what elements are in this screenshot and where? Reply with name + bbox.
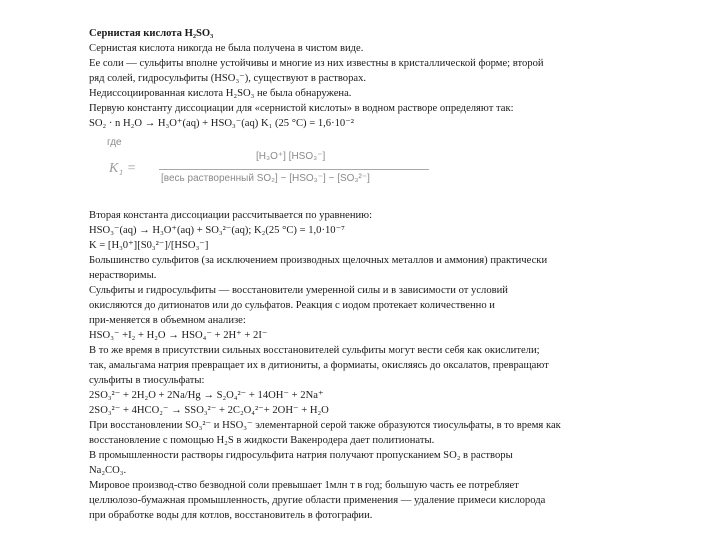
equation-line: K = [H₃0⁺][S0₃²⁻]/[HSO₃⁻]	[89, 240, 209, 251]
formula-lhs: K₁ =	[109, 161, 137, 176]
equation-line: 2SO₃²⁻ + 4HCO₂⁻ → SSO₃²⁻ + 2C₂O₄²⁻+ 2OH⁻ + H₂O	[89, 405, 329, 416]
text-line: при обработке воды для котлов, восстановитель в фотографии.	[89, 510, 373, 521]
formula-where-label: где	[107, 137, 122, 148]
text-line: при-меняется в объемном анализе:	[89, 315, 246, 326]
text-line: окисляются до дитионатов или до сульфатов. Реакция с иодом протекает количественно и	[89, 300, 495, 311]
equation-line: SO₂ · n H₂O → H₃O⁺(aq) + HSO₃⁻(aq) K₁ (25 °C) = 1,6·10⁻²	[89, 118, 354, 129]
text-line: В то же время в присутствии сильных восстановителей сульфиты могут вести себя как окислители;	[89, 345, 540, 356]
text-line: восстановление с помощью H₂S в жидкости Вакенродера дает политионаты.	[89, 435, 435, 446]
equation-line: HSO₃⁻ +I₂ + H₂O → HSO₄⁻ + 2H⁺ + 2I⁻	[89, 330, 268, 341]
text-line: сульфиты в тиосульфаты:	[89, 375, 205, 386]
text-line: Сернистая кислота никогда не была получена в чистом виде.	[89, 43, 364, 54]
text-line: так, амальгама натрия превращает их в дитиониты, а формиаты, окисляясь до оксалатов, превращают	[89, 360, 549, 371]
text-line: В промышленности растворы гидросульфита натрия получают пропусканием SO₂ в растворы	[89, 450, 513, 461]
text-line: нерастворимы.	[89, 270, 157, 281]
text-line: Мировое производ-ство безводной соли превышает 1млн т в год; большую часть ее потребляет	[89, 480, 519, 491]
intro-paragraph	[89, 41, 649, 131]
formula-numerator: [H₃O⁺] [HSO₃⁻]	[256, 151, 326, 162]
text-line: Na₂CO₃.	[89, 465, 127, 476]
text-line: ряд солей, гидросульфиты (HSO₃⁻), существуют в растворах.	[89, 73, 367, 84]
formula-fraction-bar	[159, 169, 429, 170]
text-line: Большинство сульфитов (за исключением производных щелочных металлов и аммония) практически	[89, 255, 548, 266]
dissociation-formula-image	[101, 133, 431, 205]
text-line: Вторая константа диссоциации рассчитывается по уравнению:	[89, 210, 373, 221]
text-line: Ее соли — сульфиты вполне устойчивы и многие из них известны в кристаллической форме; второй	[89, 58, 544, 69]
main-paragraph	[89, 208, 649, 523]
formula-denominator: [весь растворенный SO₂] − [HSO₃⁻] − [SO₃²⁻]	[161, 173, 370, 184]
equation-line: HSO₃⁻(aq) → H₃O⁺(aq) + SO₃²⁻(aq); K₂(25 °C) = 1,0·10⁻⁷	[89, 225, 345, 236]
document-body	[89, 26, 649, 523]
document-title: Сернистая кислота H₂SO₃	[89, 28, 214, 39]
text-line: При восстановлении SO₃²⁻ и HSO₃⁻ элементарной серой также образуются тиосульфаты, в то время как	[89, 420, 561, 431]
text-line: Первую константу диссоциации для «сернистой кислоты» в водном растворе определяют так:	[89, 103, 514, 114]
text-line: целлюлозо-бумажная промышленность, другие области применения — удаление примеси кислорода	[89, 495, 546, 506]
text-line: Недиссоциированная кислота H₂SO₃ не была обнаружена.	[89, 88, 352, 99]
text-line: Сульфиты и гидросульфиты — восстановители умеренной силы и в зависимости от условий	[89, 285, 508, 296]
equation-line: 2SO₃²⁻ + 2H₂O + 2Na/Hg → S₂O₄²⁻ + 14OH⁻ + 2Na⁺	[89, 390, 324, 401]
